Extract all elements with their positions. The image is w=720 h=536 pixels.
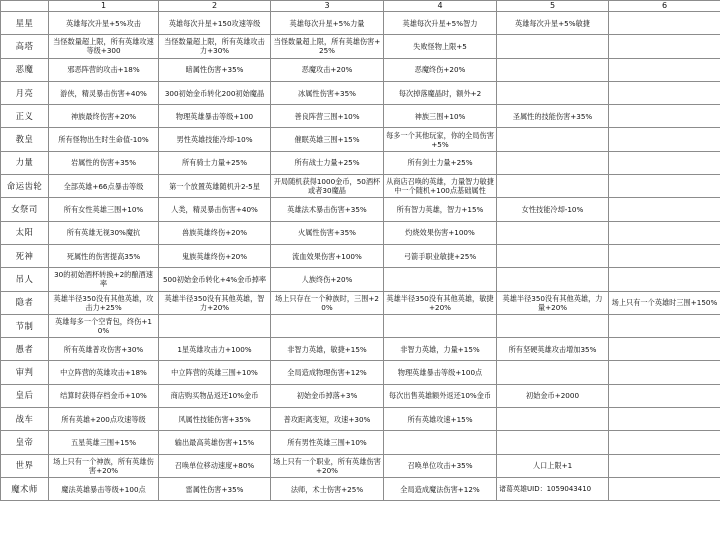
table-row	[1, 105, 720, 128]
table-cell: 魔法英雄暴击等级+100点	[49, 477, 159, 500]
table-cell: 男性英雄技能冷却-10%	[159, 128, 271, 151]
table-cell: 死属性的伤害提高35%	[49, 244, 159, 267]
table-cell: 暗属性伤害+35%	[159, 58, 271, 81]
table-cell: 神族三围+10%	[384, 105, 497, 128]
table-cell: 英雄每多一个空背包，终伤+10%	[49, 314, 159, 337]
table-cell	[609, 361, 720, 384]
table-cell: 所有英雄无视30%魔抗	[49, 221, 159, 244]
table-cell: 中立阵营的英雄三围+10%	[159, 361, 271, 384]
table-cell: 法师，术士伤害+25%	[271, 477, 384, 500]
table-cell: 中立阵营的英雄攻击+18%	[49, 361, 159, 384]
table-cell: 召唤单位攻击+35%	[384, 454, 497, 477]
table-cell: 每多一个其他玩家，你的全局伤害+5%	[384, 128, 497, 151]
row-header: 女祭司	[1, 198, 49, 221]
table-cell: 30的初始酒杯转换+2的酿酒速率	[49, 268, 159, 291]
table-cell: 全部英雄+66点暴击等级	[49, 175, 159, 198]
table-cell: 英雄半径350没有其他英雄，敏捷+20%	[384, 291, 497, 314]
table-row	[1, 314, 720, 337]
table-cell	[609, 198, 720, 221]
column-header: 4	[384, 1, 497, 12]
header-row	[1, 1, 720, 12]
table-cell: 所有女性英雄三围+10%	[49, 198, 159, 221]
table-cell: 所有智力英雄，智力+15%	[384, 198, 497, 221]
row-header: 恶魔	[1, 58, 49, 81]
row-header: 星星	[1, 12, 49, 35]
table-cell	[609, 244, 720, 267]
column-header: 2	[159, 1, 271, 12]
table-row	[1, 454, 720, 477]
table-cell	[609, 128, 720, 151]
table-cell	[497, 268, 609, 291]
table-cell: 300初始金币转化200初始魔晶	[159, 81, 271, 104]
table-cell: 召唤单位移动速度+80%	[159, 454, 271, 477]
table-cell: 女性技能冷却-10%	[497, 198, 609, 221]
table-cell: 当怪数量超上限，所有英雄攻击力+30%	[159, 35, 271, 58]
table-cell: 恶魔终伤+20%	[384, 58, 497, 81]
table-cell	[497, 81, 609, 104]
table-cell: 所有英雄攻速+15%	[384, 408, 497, 431]
table-cell: 兽族英雄终伤+20%	[159, 221, 271, 244]
row-header: 教皇	[1, 128, 49, 151]
table-cell: 英雄半径350没有其他英雄，攻击力+25%	[49, 291, 159, 314]
table-cell: 所有英雄+200点攻速等级	[49, 408, 159, 431]
header-corner	[1, 1, 49, 12]
table-cell: 英雄每次升星+150攻速等级	[159, 12, 271, 35]
table-cell: 流血效果伤害+100%	[271, 244, 384, 267]
table-cell	[271, 314, 384, 337]
table-cell: 五星英雄三围+15%	[49, 431, 159, 454]
table-cell: 当怪数量超上限，所有英雄攻速等级+300	[49, 35, 159, 58]
table-cell	[609, 81, 720, 104]
table-cell: 所有怪物出生时生命值-10%	[49, 128, 159, 151]
table-cell	[497, 151, 609, 174]
table-cell: 普攻距离变短，攻速+30%	[271, 408, 384, 431]
table-cell: 开局随机获得1000金币，50酒杯或者30魔晶	[271, 175, 384, 198]
table-cell: 英雄半径350没有其他英雄，力量+20%	[497, 291, 609, 314]
table-cell	[609, 314, 720, 337]
row-header: 命运齿轮	[1, 175, 49, 198]
table-cell: 英雄半径350没有其他英雄，智力+20%	[159, 291, 271, 314]
table-cell: 灼烧效果伤害+100%	[384, 221, 497, 244]
table-row	[1, 128, 720, 151]
row-header: 审判	[1, 361, 49, 384]
table-row	[1, 244, 720, 267]
row-header: 世界	[1, 454, 49, 477]
table-cell: 英雄每次升星+5%敏捷	[497, 12, 609, 35]
table-cell: 英雄每次升星+5%力量	[271, 12, 384, 35]
table-cell: 弓箭手职业敏捷+25%	[384, 244, 497, 267]
table-cell: 善良阵营三围+10%	[271, 105, 384, 128]
table-cell: 所有英雄普攻伤害+30%	[49, 338, 159, 361]
table-cell	[497, 35, 609, 58]
table-cell: 鬼族英雄终伤+20%	[159, 244, 271, 267]
table-cell: 非智力英雄，敏捷+15%	[271, 338, 384, 361]
uid-note: 诸葛英雄UID：1059043410	[497, 477, 609, 500]
table-cell: 英雄每次升星+5%智力	[384, 12, 497, 35]
table-cell: 每次出售英雄额外返还10%金币	[384, 384, 497, 407]
table-row	[1, 151, 720, 174]
table-cell: 恶魔攻击+20%	[271, 58, 384, 81]
table-cell	[497, 221, 609, 244]
table-cell: 初始金币+2000	[497, 384, 609, 407]
table-cell	[609, 431, 720, 454]
table-row	[1, 12, 720, 35]
table-cell	[159, 314, 271, 337]
table-cell	[609, 454, 720, 477]
table-row	[1, 361, 720, 384]
table-cell: 失败怪物上限+5	[384, 35, 497, 58]
table-cell	[609, 12, 720, 35]
row-header: 正义	[1, 105, 49, 128]
table-cell: 圣属性的技能伤害+35%	[497, 105, 609, 128]
table-cell: 英雄法术暴击伤害+35%	[271, 198, 384, 221]
table-row	[1, 338, 720, 361]
table-cell	[384, 314, 497, 337]
table-row	[1, 384, 720, 407]
table-row	[1, 58, 720, 81]
row-header: 皇后	[1, 384, 49, 407]
table-cell: 场上只存在一个种族时，三围+20%	[271, 291, 384, 314]
table-row	[1, 477, 720, 500]
column-header: 1	[49, 1, 159, 12]
row-header: 皇帝	[1, 431, 49, 454]
table-row	[1, 268, 720, 291]
table-cell: 人类，精灵暴击伤害+40%	[159, 198, 271, 221]
table-row	[1, 408, 720, 431]
table-cell: 1星英雄攻击力+100%	[159, 338, 271, 361]
table-cell	[609, 338, 720, 361]
table-cell	[497, 314, 609, 337]
row-header: 死神	[1, 244, 49, 267]
row-header: 隐者	[1, 291, 49, 314]
table-cell: 从商店召唤的英雄，力量智力敏捷中一个随机+100点基础属性	[384, 175, 497, 198]
table-row	[1, 175, 720, 198]
table-cell	[609, 268, 720, 291]
row-header: 愚者	[1, 338, 49, 361]
table-cell	[609, 477, 720, 500]
column-header: 5	[497, 1, 609, 12]
table-cell	[609, 221, 720, 244]
table-cell: 所有战士力量+25%	[271, 151, 384, 174]
table-cell	[609, 35, 720, 58]
table-cell: 全局造成物理伤害+12%	[271, 361, 384, 384]
table-cell: 游侠，精灵暴击伤害+40%	[49, 81, 159, 104]
table-cell: 场上只有一个英雄时三围+150%	[609, 291, 720, 314]
table-cell: 神族最终伤害+20%	[49, 105, 159, 128]
table-cell: 结算时获得存档金币+10%	[49, 384, 159, 407]
table-cell	[497, 58, 609, 81]
table-cell	[384, 268, 497, 291]
table-cell	[497, 361, 609, 384]
table-row	[1, 81, 720, 104]
table-cell: 物理英雄暴击等级+100	[159, 105, 271, 128]
row-header: 力量	[1, 151, 49, 174]
table-cell: 人族终伤+20%	[271, 268, 384, 291]
column-header: 6	[609, 1, 720, 12]
table-cell: 500初始金币转化+4%金币掉率	[159, 268, 271, 291]
table-cell: 所有骑士力量+25%	[159, 151, 271, 174]
table-cell: 催眠英雄三围+15%	[271, 128, 384, 151]
row-header: 战车	[1, 408, 49, 431]
table-cell: 商店购买物品返还10%金币	[159, 384, 271, 407]
table-row	[1, 198, 720, 221]
table-cell: 物理英雄暴击等级+100点	[384, 361, 497, 384]
table-cell: 所有坚硬英雄攻击增加35%	[497, 338, 609, 361]
table-cell: 火属性伤害+35%	[271, 221, 384, 244]
row-header: 高塔	[1, 35, 49, 58]
table-cell: 英雄每次升星+5%攻击	[49, 12, 159, 35]
table-cell	[609, 58, 720, 81]
table-row	[1, 221, 720, 244]
table-cell: 当怪数量超上限，所有英雄伤害+25%	[271, 35, 384, 58]
table-cell: 初始金币掉落+3%	[271, 384, 384, 407]
table-cell	[497, 128, 609, 151]
table-cell: 所有剑士力量+25%	[384, 151, 497, 174]
table-cell	[384, 431, 497, 454]
table-cell	[609, 175, 720, 198]
table-cell: 风属性技能伤害+35%	[159, 408, 271, 431]
table-cell: 每次掉落魔晶时，额外+2	[384, 81, 497, 104]
table-cell: 场上只有一个职业，所有英雄伤害+20%	[271, 454, 384, 477]
table-cell: 所有男性英雄三围+10%	[271, 431, 384, 454]
table-cell: 输出最高英雄伤害+15%	[159, 431, 271, 454]
table-row	[1, 35, 720, 58]
table-cell: 岩属性的伤害+35%	[49, 151, 159, 174]
table-cell	[497, 408, 609, 431]
table-cell: 邪恶阵营的攻击+18%	[49, 58, 159, 81]
table-cell	[497, 244, 609, 267]
row-header: 太阳	[1, 221, 49, 244]
table-row	[1, 431, 720, 454]
table-cell	[609, 408, 720, 431]
table-row	[1, 291, 720, 314]
row-header: 吊人	[1, 268, 49, 291]
table-cell: 第一个放置英雄随机升2-5星	[159, 175, 271, 198]
table-cell	[609, 105, 720, 128]
table-cell	[497, 431, 609, 454]
table-cell	[609, 384, 720, 407]
column-header: 3	[271, 1, 384, 12]
table-cell: 雷属性伤害+35%	[159, 477, 271, 500]
table-cell: 冰属性伤害+35%	[271, 81, 384, 104]
table-cell	[497, 175, 609, 198]
table-cell: 非智力英雄，力量+15%	[384, 338, 497, 361]
row-header: 月亮	[1, 81, 49, 104]
table-cell: 全局造成魔法伤害+12%	[384, 477, 497, 500]
table-cell: 场上只有一个神族，所有英雄伤害+20%	[49, 454, 159, 477]
table-cell	[609, 151, 720, 174]
row-header: 魔术师	[1, 477, 49, 500]
table-cell: 人口上限+1	[497, 454, 609, 477]
row-header: 节制	[1, 314, 49, 337]
